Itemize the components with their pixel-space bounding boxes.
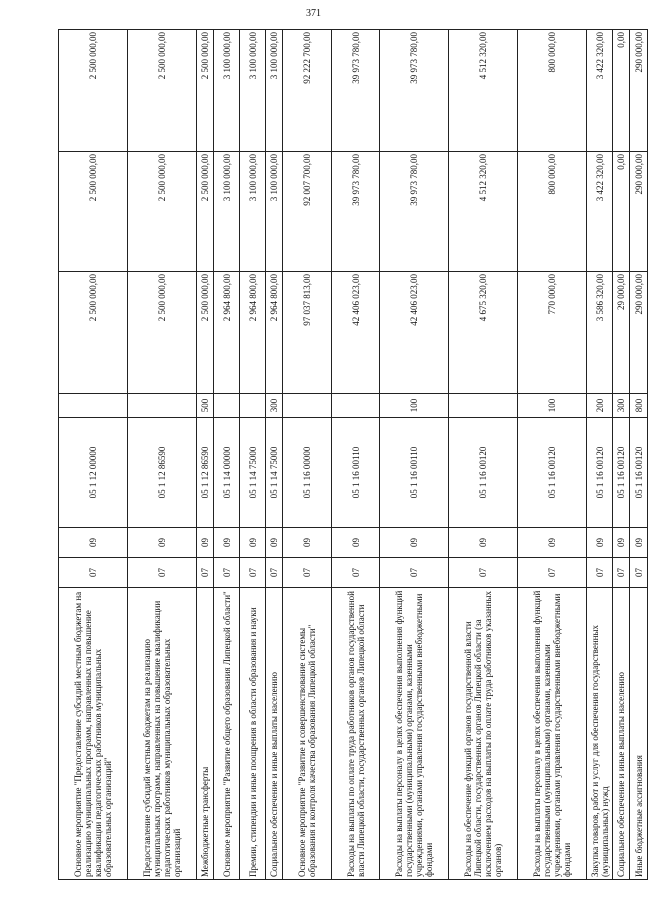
- row-expense-type: 200: [587, 394, 613, 418]
- row-amount-1: 3 586 320,00: [587, 272, 613, 394]
- table-row: [283, 30, 331, 880]
- row-amount-2: 290 000,00: [630, 152, 648, 272]
- row-section: 07: [127, 558, 196, 588]
- row-section: 07: [283, 558, 331, 588]
- row-amount-2: 3 100 000,00: [214, 152, 240, 272]
- row-amount-1: 29 000,00: [612, 272, 630, 394]
- row-amount-2: 4 512 320,00: [449, 152, 518, 272]
- row-expense-type: 300: [265, 394, 283, 418]
- row-section: 07: [196, 558, 214, 588]
- row-target-article: 05 1 16 00120: [612, 418, 630, 528]
- row-subsection: 09: [127, 528, 196, 558]
- row-amount-2: 39 973 780,00: [331, 152, 379, 272]
- row-target-article: 05 1 16 00120: [587, 418, 613, 528]
- row-expense-type: [283, 394, 331, 418]
- row-target-article: 05 1 14 00000: [214, 418, 240, 528]
- row-target-article: 05 1 16 00110: [380, 418, 449, 528]
- row-expense-type: [449, 394, 518, 418]
- row-amount-3: 3 100 000,00: [265, 30, 283, 152]
- row-subsection: 09: [240, 528, 266, 558]
- row-amount-3: 39 973 780,00: [380, 30, 449, 152]
- table-row: [518, 30, 587, 880]
- row-name: Премии, стипендии и иные поощрения в области образования и науки: [240, 588, 266, 880]
- row-amount-2: 2 500 000,00: [127, 152, 196, 272]
- page-number: 371: [306, 8, 321, 19]
- row-amount-2: 800 000,00: [518, 152, 587, 272]
- row-expense-type: 500: [196, 394, 214, 418]
- rotated-budget-table: [58, 30, 648, 880]
- row-section: 07: [380, 558, 449, 588]
- row-expense-type: [331, 394, 379, 418]
- row-subsection: 09: [630, 528, 648, 558]
- table-row: [449, 30, 518, 880]
- row-section: 07: [612, 558, 630, 588]
- table-row: [630, 30, 648, 880]
- row-section: 07: [587, 558, 613, 588]
- row-amount-3: 2 500 000,00: [196, 30, 214, 152]
- row-subsection: 09: [380, 528, 449, 558]
- row-amount-1: 2 964 800,00: [265, 272, 283, 394]
- table-row: [380, 30, 449, 880]
- row-amount-1: 97 037 813,00: [283, 272, 331, 394]
- row-subsection: 09: [518, 528, 587, 558]
- row-amount-1: 2 500 000,00: [59, 272, 128, 394]
- row-section: 07: [331, 558, 379, 588]
- row-name: Межбюджетные трансферты: [196, 588, 214, 880]
- row-name: Основное мероприятие "Предоставление субсидий местным бюджетам на реализацию муниципальных программ, направленных на повышение квалификации педагогических работников муниципальных образовательных организаций": [59, 588, 128, 880]
- row-expense-type: [59, 394, 128, 418]
- row-amount-2: 92 007 700,00: [283, 152, 331, 272]
- row-amount-1: 2 964 800,00: [240, 272, 266, 394]
- row-amount-1: 4 675 320,00: [449, 272, 518, 394]
- table-row: [240, 30, 266, 880]
- row-target-article: 05 1 12 86590: [196, 418, 214, 528]
- row-name: Закупка товаров, работ и услуг для обеспечения государственных (муниципальных) нужд: [587, 588, 613, 880]
- row-amount-3: 92 222 700,00: [283, 30, 331, 152]
- row-target-article: 05 1 12 00000: [59, 418, 128, 528]
- table-row: [59, 30, 128, 880]
- row-section: 07: [449, 558, 518, 588]
- row-subsection: 09: [59, 528, 128, 558]
- row-amount-3: 3 422 320,00: [587, 30, 613, 152]
- table-frame: [58, 30, 648, 880]
- row-name: Иные бюджетные ассигнования: [630, 588, 648, 880]
- row-amount-1: 290 000,00: [630, 272, 648, 394]
- row-amount-3: 39 973 780,00: [331, 30, 379, 152]
- row-amount-3: 3 100 000,00: [240, 30, 266, 152]
- row-amount-1: 2 500 000,00: [196, 272, 214, 394]
- row-section: 07: [265, 558, 283, 588]
- row-name: Основное мероприятие "Развитие общего образования Липецкой области": [214, 588, 240, 880]
- row-amount-3: 0,00: [612, 30, 630, 152]
- row-amount-3: 2 500 000,00: [127, 30, 196, 152]
- table-row: [587, 30, 613, 880]
- row-name: Расходы на выплаты по оплате труда работников органов государственной власти Липецкой области, государственных органов Липецкой области: [331, 588, 379, 880]
- row-amount-3: 2 500 000,00: [59, 30, 128, 152]
- row-target-article: 05 1 14 75000: [265, 418, 283, 528]
- row-expense-type: [240, 394, 266, 418]
- row-name: Расходы на обеспечение функций органов государственной власти Липецкой области, государственных органов Липецкой области (за исключением расходов на выплаты по оплате труда работников указанных органов): [449, 588, 518, 880]
- row-amount-3: 4 512 320,00: [449, 30, 518, 152]
- row-target-article: 05 1 14 75000: [240, 418, 266, 528]
- table-row: [612, 30, 630, 880]
- row-expense-type: 100: [380, 394, 449, 418]
- row-target-article: 05 1 16 00120: [518, 418, 587, 528]
- row-subsection: 09: [196, 528, 214, 558]
- row-target-article: 05 1 16 00110: [331, 418, 379, 528]
- row-expense-type: [214, 394, 240, 418]
- row-section: 07: [630, 558, 648, 588]
- row-expense-type: [127, 394, 196, 418]
- table-body: [59, 30, 648, 880]
- row-subsection: 09: [612, 528, 630, 558]
- table-row: [331, 30, 379, 880]
- row-amount-1: 770 000,00: [518, 272, 587, 394]
- row-section: 07: [59, 558, 128, 588]
- table-row: [265, 30, 283, 880]
- row-name: Расходы на выплаты персоналу в целях обеспечения выполнения функций государственными (муниципальными) органами, казенными учреждениями, органами управления государственными внебюджетными фондами: [518, 588, 587, 880]
- row-amount-1: 2 500 000,00: [127, 272, 196, 394]
- row-target-article: 05 1 12 86590: [127, 418, 196, 528]
- row-subsection: 09: [214, 528, 240, 558]
- table-row: [196, 30, 214, 880]
- row-target-article: 05 1 16 00000: [283, 418, 331, 528]
- row-amount-1: 42 406 023,00: [331, 272, 379, 394]
- row-expense-type: 100: [518, 394, 587, 418]
- row-subsection: 09: [283, 528, 331, 558]
- row-subsection: 09: [587, 528, 613, 558]
- row-name: Социальное обеспечение и иные выплаты населению: [612, 588, 630, 880]
- row-amount-3: 3 100 000,00: [214, 30, 240, 152]
- row-amount-2: 2 500 000,00: [196, 152, 214, 272]
- row-amount-2: 3 100 000,00: [265, 152, 283, 272]
- row-name: Основное мероприятие "Развитие и совершенствование системы образования и контроля качества образования Липецкой области": [283, 588, 331, 880]
- row-subsection: 09: [331, 528, 379, 558]
- row-amount-1: 42 406 023,00: [380, 272, 449, 394]
- row-expense-type: 300: [612, 394, 630, 418]
- row-amount-1: 2 964 800,00: [214, 272, 240, 394]
- row-amount-2: 3 422 320,00: [587, 152, 613, 272]
- row-section: 07: [214, 558, 240, 588]
- budget-table: [58, 29, 648, 880]
- row-name: Предоставление субсидий местным бюджетам на реализацию муниципальных программ, направленных на повышение квалификации педагогических работников муниципальных образовательных организаций: [127, 588, 196, 880]
- row-target-article: 05 1 16 00120: [630, 418, 648, 528]
- row-section: 07: [518, 558, 587, 588]
- table-row: [214, 30, 240, 880]
- row-amount-2: 3 100 000,00: [240, 152, 266, 272]
- row-amount-2: 2 500 000,00: [59, 152, 128, 272]
- row-name: Расходы на выплаты персоналу в целях обеспечения выполнения функций государственными (муниципальными) органами, казенными учреждениями, органами управления государственными внебюджетными фондами: [380, 588, 449, 880]
- row-amount-3: 290 000,00: [630, 30, 648, 152]
- table-row: [127, 30, 196, 880]
- row-amount-3: 800 000,00: [518, 30, 587, 152]
- row-target-article: 05 1 16 00120: [449, 418, 518, 528]
- row-subsection: 09: [449, 528, 518, 558]
- row-section: 07: [240, 558, 266, 588]
- row-name: Социальное обеспечение и иные выплаты населению: [265, 588, 283, 880]
- row-amount-2: 39 973 780,00: [380, 152, 449, 272]
- row-subsection: 09: [265, 528, 283, 558]
- row-expense-type: 800: [630, 394, 648, 418]
- row-amount-2: 0,00: [612, 152, 630, 272]
